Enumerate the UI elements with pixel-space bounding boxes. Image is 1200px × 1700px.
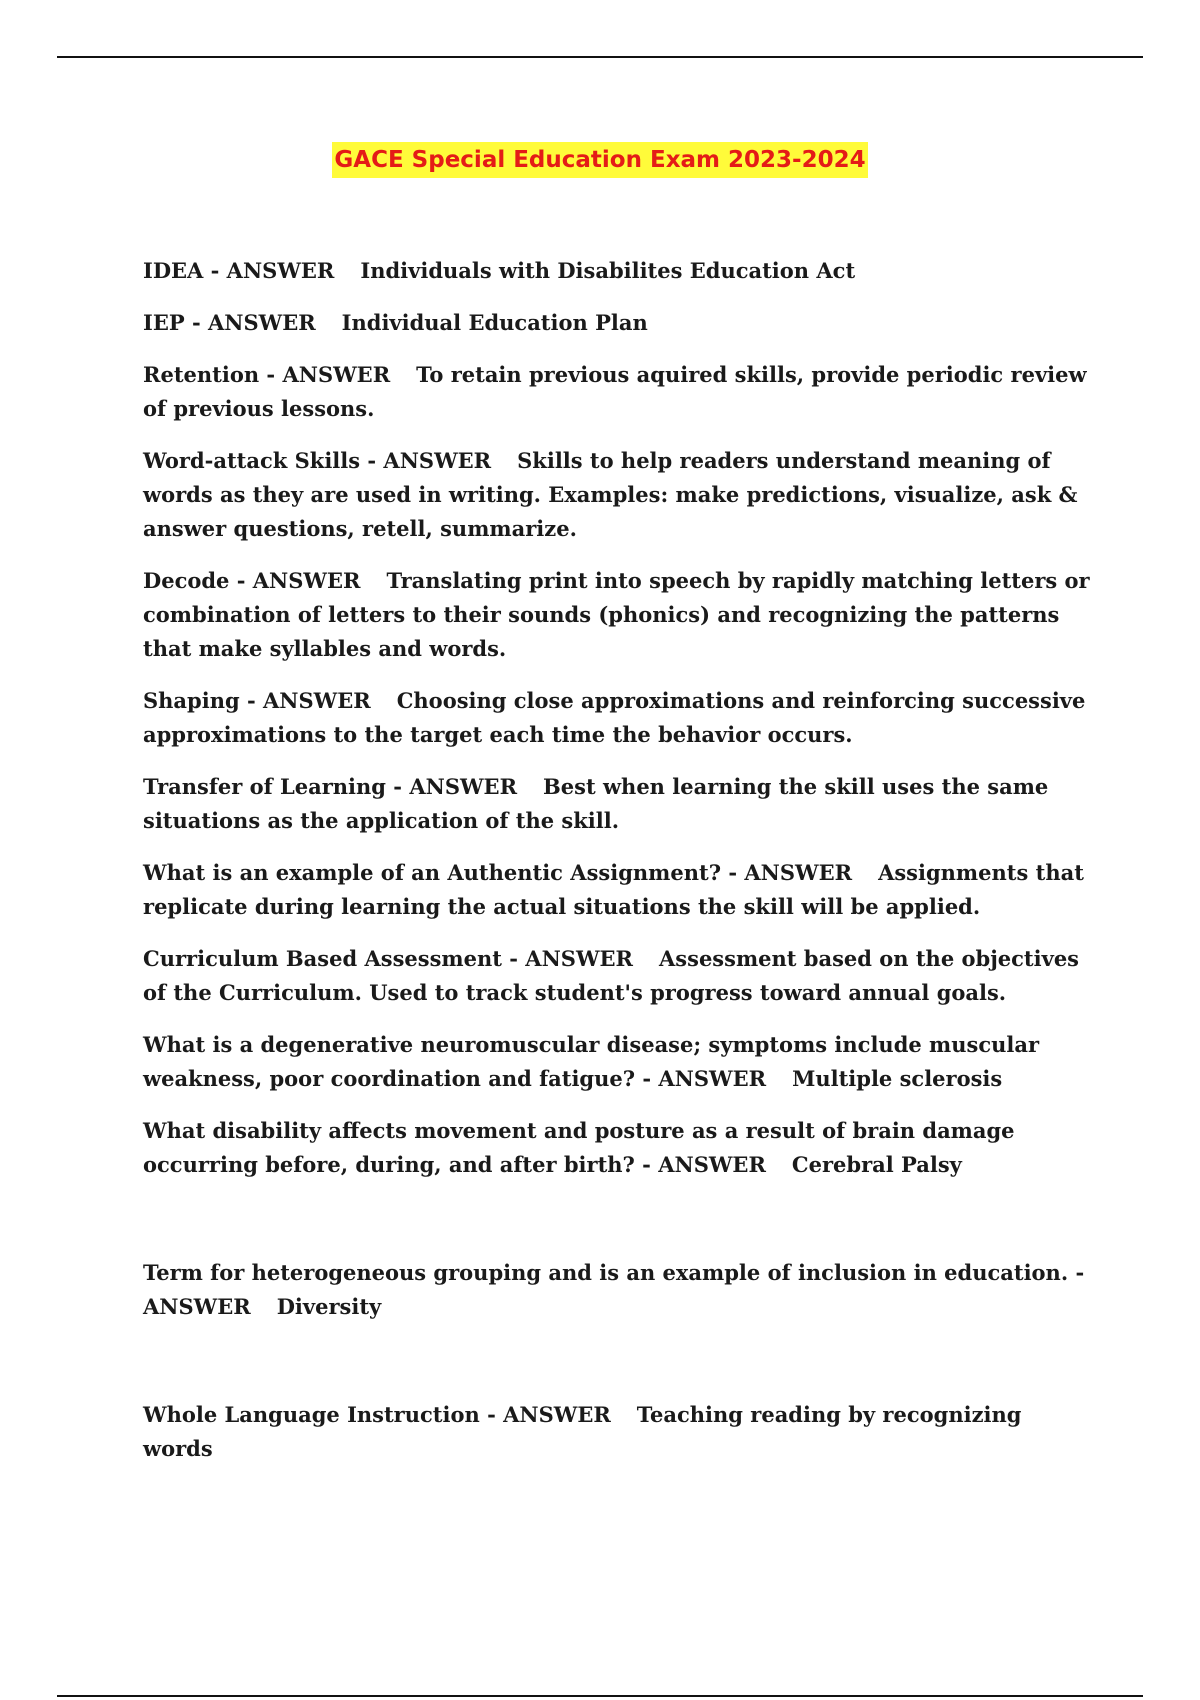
qa-term: Curriculum Based Assessment <box>143 946 502 971</box>
qa-answer: Assessment based on the objectives of the Curriculum. Used to track student's progress toward annual goals. <box>143 946 1079 1005</box>
top-rule <box>57 56 1143 58</box>
qa-item <box>143 1256 1093 1324</box>
qa-item <box>143 444 1093 546</box>
qa-term: Shaping <box>143 688 240 713</box>
qa-answer: Assignments that replicate during learning the actual situations the skill will be applied. <box>143 860 1084 919</box>
qa-item <box>143 564 1093 666</box>
qa-answer: Diversity <box>276 1294 382 1319</box>
qa-separator: - ANSWER <box>236 568 361 593</box>
title-container <box>0 142 1200 178</box>
qa-separator: - ANSWER <box>246 688 371 713</box>
qa-item <box>143 856 1093 924</box>
document-title: GACE Special Education Exam 2023-2024 <box>332 142 867 178</box>
qa-term: IEP <box>143 310 185 335</box>
qa-separator: - ANSWER <box>642 1152 766 1177</box>
qa-answer: To retain previous aquired skills, provide periodic review of previous lessons. <box>143 362 1087 421</box>
qa-list <box>143 254 1093 1484</box>
qa-answer: Teaching reading by recognizing words <box>143 1402 1022 1461</box>
qa-item <box>143 1028 1093 1096</box>
qa-answer: Individual Education Plan <box>341 310 648 335</box>
qa-item <box>143 306 1093 340</box>
qa-separator: - ANSWER <box>266 362 391 387</box>
qa-answer: Skills to help readers understand meaning of words as they are used in writing. Examples: make predictions, visualize, ask & answer questions, retell, summarize. <box>143 448 1078 541</box>
qa-separator: - ANSWER <box>367 448 492 473</box>
qa-term: What is an example of an Authentic Assignment? <box>143 860 722 885</box>
qa-answer: Cerebral Palsy <box>791 1152 962 1177</box>
qa-separator: - ANSWER <box>728 860 853 885</box>
qa-separator: - ANSWER <box>642 1066 767 1091</box>
qa-term: Transfer of Learning <box>143 774 386 799</box>
qa-item <box>143 254 1093 288</box>
qa-term: Whole Language Instruction <box>143 1402 480 1427</box>
qa-term: IDEA <box>143 258 204 283</box>
qa-separator: - ANSWER <box>487 1402 611 1427</box>
qa-item <box>143 1398 1093 1466</box>
qa-term: Term for heterogeneous grouping and is an example of inclusion in education. <box>143 1260 1069 1285</box>
qa-term: What disability affects movement and posture as a result of brain damage occurring before, during, and after birth? <box>143 1118 1015 1177</box>
qa-item <box>143 1114 1093 1182</box>
qa-item <box>143 358 1093 426</box>
qa-answer: Choosing close approximations and reinforcing successive approximations to the target each time the behavior occurs. <box>143 688 1086 747</box>
qa-answer: Individuals with Disabilites Education Act <box>360 258 856 283</box>
qa-item <box>143 942 1093 1010</box>
qa-term: Word-attack Skills <box>143 448 361 473</box>
qa-answer: Multiple sclerosis <box>792 1066 1003 1091</box>
qa-separator: - ANSWER <box>393 774 518 799</box>
qa-separator: - ANSWER <box>210 258 335 283</box>
qa-separator: - ANSWER <box>143 1260 1085 1319</box>
qa-term: Decode <box>143 568 230 593</box>
qa-item <box>143 770 1093 838</box>
qa-item <box>143 684 1093 752</box>
bottom-rule <box>57 1695 1143 1697</box>
qa-term: Retention <box>143 362 260 387</box>
qa-separator: - ANSWER <box>509 946 633 971</box>
qa-answer: Translating print into speech by rapidly matching letters or combination of letters to their sounds (phonics) and recognizing the patterns that make syllables and words. <box>143 568 1090 661</box>
qa-answer: Best when learning the skill uses the same situations as the application of the skill. <box>143 774 1049 833</box>
qa-term: What is a degenerative neuromuscular disease; symptoms include muscular weakness, poor coordination and fatigue? <box>143 1032 1040 1091</box>
qa-separator: - ANSWER <box>191 310 316 335</box>
